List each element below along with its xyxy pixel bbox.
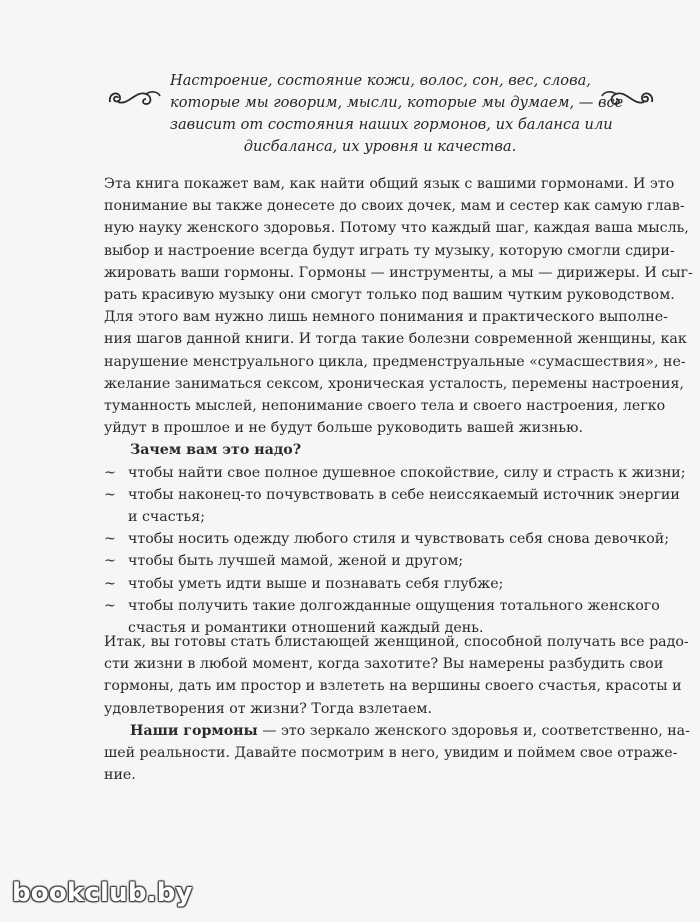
paragraph-line: Итак, вы готовы стать блистающей женщиной, способной получать все радо- xyxy=(104,634,689,650)
list-item xyxy=(104,528,670,550)
list-item xyxy=(104,595,660,617)
paragraph-line xyxy=(104,720,690,742)
list-item-text: чтобы наконец-то почувствовать в себе неиссякаемый источник энергии xyxy=(128,486,680,503)
epigraph-line: зависит от состояния наших гормонов, их баланса или xyxy=(170,116,613,133)
tilde-bullet-icon: ~ xyxy=(104,553,116,570)
section-heading: Зачем вам это надо? xyxy=(130,442,302,459)
epigraph-line: которые мы говорим, мысли, которые мы думаем, — все xyxy=(170,94,624,111)
epigraph xyxy=(170,70,624,158)
left-flourish-ornament-icon xyxy=(106,84,162,110)
paragraph-line: Для этого вам нужно лишь немного понимания и практического выполне- xyxy=(104,309,668,326)
paragraph-line: туманность мыслей, непонимание своего тела и своего настроения, легко xyxy=(104,398,666,415)
tilde-bullet-icon: ~ xyxy=(104,531,116,548)
epigraph-line: Настроение, состояние кожи, волос, сон, вес, слова, xyxy=(170,72,591,89)
paragraph-line: Эта книга покажет вам, как найти общий язык с вашими гормонами. И это xyxy=(104,176,675,192)
right-flourish-ornament-icon xyxy=(600,84,656,110)
list-item xyxy=(104,462,686,484)
tilde-bullet-icon: ~ xyxy=(104,575,116,592)
tilde-bullet-icon: ~ xyxy=(104,597,116,614)
paragraph-line: рать красивую музыку они смогут только под вашим чутким руководством. xyxy=(104,287,675,304)
paragraph-line-rest: — это зеркало женского здоровья и, соответственно, на- xyxy=(257,722,690,739)
tilde-bullet-icon: ~ xyxy=(104,486,116,503)
tilde-bullet-icon: ~ xyxy=(104,464,116,481)
list-item-text: чтобы уметь идти выше и познавать себя глубже; xyxy=(128,575,504,592)
paragraph-line: нарушение менструального цикла, предменструальные «сумасшествия», не- xyxy=(104,353,686,370)
paragraph-line: понимание вы также донесете до своих дочек, мам и сестер как самую глав- xyxy=(104,198,685,215)
paragraph-line: уйдут в прошлое и не будут больше руководить вашей жизнью. xyxy=(104,420,583,437)
list-item-continuation: счастья и романтики отношений каждый день. xyxy=(128,620,484,637)
paragraph-line: ния шагов данной книги. И тогда такие болезни современной женщины, как xyxy=(104,331,687,348)
list-item-text: чтобы носить одежду любого стиля и чувствовать себя снова девочкой; xyxy=(128,531,670,548)
bold-lead: Наши гормоны xyxy=(130,722,258,739)
list-item xyxy=(104,573,644,595)
paragraph-line: выбор и настроение всегда будут играть ту музыку, которую смогли сдири- xyxy=(104,242,675,259)
list-item xyxy=(104,550,644,572)
epigraph-line: дисбаланса, их уровня и качества. xyxy=(243,138,517,155)
list-item-text: чтобы быть лучшей мамой, женой и другом; xyxy=(128,553,464,570)
paragraph-line: удовлетворения от жизни? Тогда взлетаем. xyxy=(104,700,432,717)
paragraph-line: сти жизни в любой момент, когда захотите? Вы намерены разбудить свои xyxy=(104,656,664,673)
paragraph-line: желание заниматься сексом, хроническая усталость, перемены настроения, xyxy=(104,375,684,392)
paragraph-line: ние. xyxy=(104,767,136,784)
paragraph-line: шей реальности. Давайте посмотрим в него, увидим и поймем свое отраже- xyxy=(104,745,678,762)
list-item-continuation: и счастья; xyxy=(128,509,205,526)
closing-text xyxy=(104,631,690,786)
list-item xyxy=(104,484,680,506)
paragraph-line: жировать ваши гормоны. Гормоны — инструменты, а мы — дирижеры. И сыг- xyxy=(104,264,693,281)
list-item-text: чтобы найти свое полное душевное спокойствие, силу и страсть к жизни; xyxy=(128,464,686,481)
paragraph-line: гормоны, дать им простор и взлететь на вершины своего счастья, красоты и xyxy=(104,678,682,695)
list-item-text: чтобы получить такие долгожданные ощущения тотального женского xyxy=(128,597,660,614)
watermark: bookclub.by xyxy=(12,878,193,908)
paragraph-line: ную науку женского здоровья. Потому что каждый шаг, каждая ваша мысль, xyxy=(104,220,689,237)
main-text xyxy=(104,173,693,639)
